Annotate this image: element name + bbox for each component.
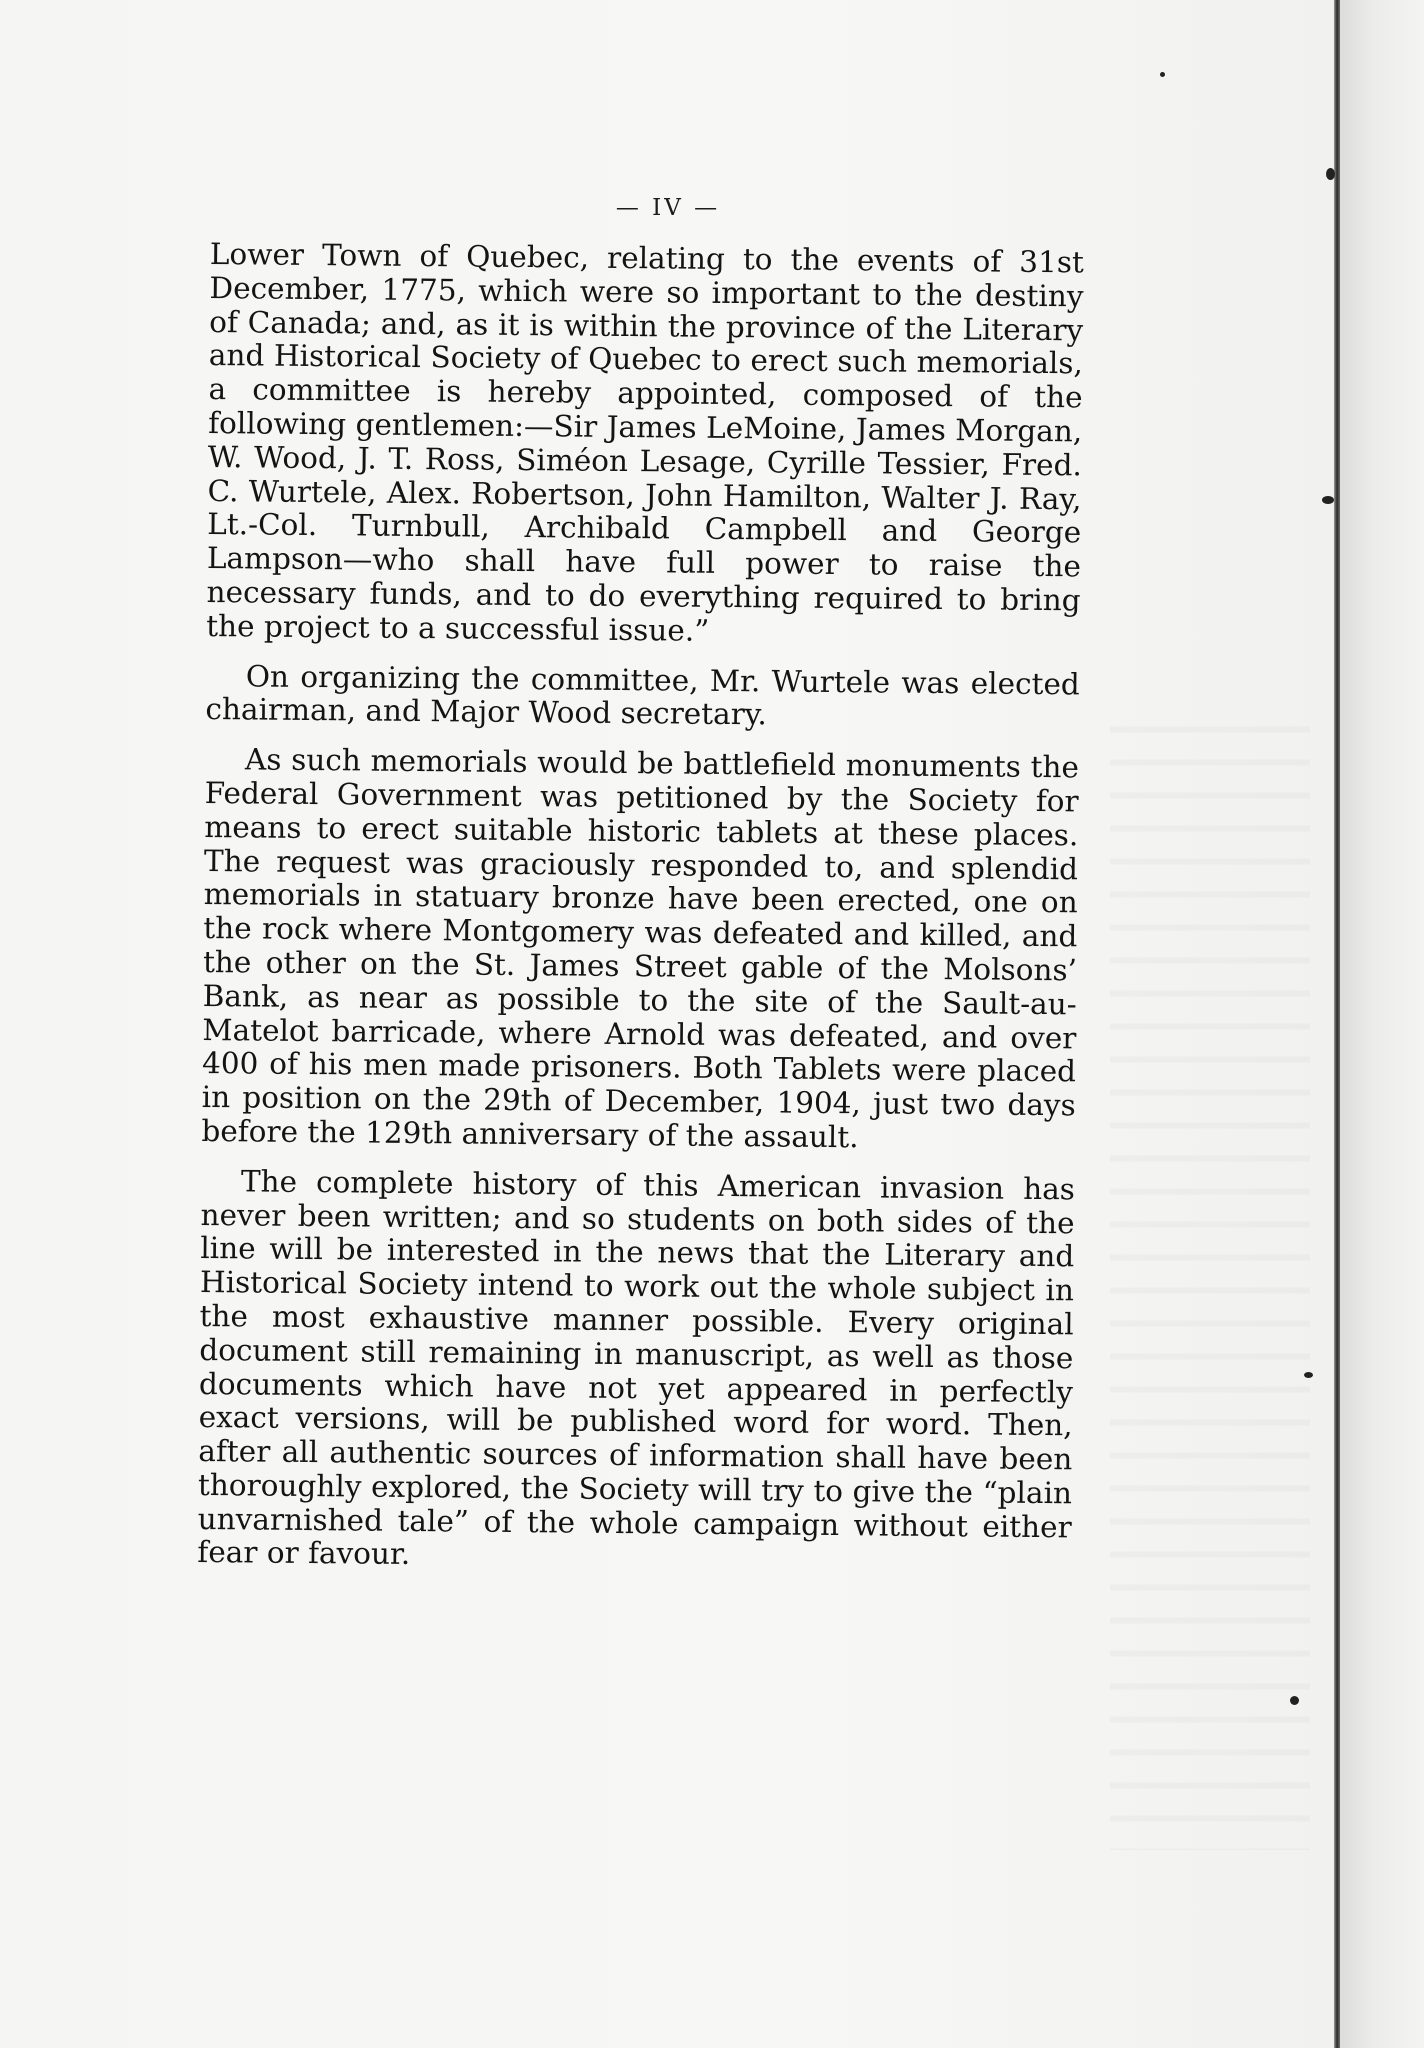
paragraph-history-project: The complete history of this American invasion has never been written; and so students on both sides of the line will be interested in the news that the Literary and Historical Society intend to work out the whole subject in the most exhaustive manner possible. Every original document still remaining in manuscript, as well as those documents which have not yet appeared in perfectly exact versions, will be published word for word. Then, after all authentic sources of information shall have been thoroughly explored, the Society will try to give the “plain unvarnished tale” of the whole campaign without either fear or favour.	[197, 1164, 1076, 1572]
paragraph-committee-officers: On organizing the committee, Mr. Wurtele was elected chairman, and Major Wood secretary.	[205, 658, 1080, 732]
next-page-strip	[1340, 0, 1424, 2048]
ink-speck	[1304, 1372, 1313, 1378]
ink-speck	[1160, 72, 1165, 77]
page-number-header: — IV —	[615, 195, 721, 221]
bleed-through-texture	[1110, 700, 1310, 1850]
ink-speck	[1326, 168, 1335, 180]
paragraph-memorial-tablets: As such memorials would be battlefield monuments the Federal Government was petitioned by the Society for means to erect suitable historic tablets at these places. The request was graciously responded to, and splendid memorials in statuary bronze have been erected, one on the rock where Montgomery was defeated and killed, and the other on the St. James Street gable of the Molsons’ Bank, as near as possible to the site of the Sault-au-Matelot barricade, where Arnold was defeated, and over 400 of his men made prisoners. Both Tablets were placed in position on the 29th of December, 1904, just two days before the 129th anniversary of the assault.	[201, 742, 1080, 1155]
paragraph-committee-resolution: Lower Town of Quebec, relating to the events of 31st December, 1775, which were so important to the destiny of Canada; and, as it is within the province of the Literary and Historical Society of Quebec to erect such memorials, a committee is hereby appointed, composed of the following gentlemen:—Sir James LeMoine, James Morgan, W. Wood, J. T. Ross, Siméon Lesage, Cyrille Tessier, Fred. C. Wurtele, Alex. Robertson, John Hamilton, Walter J. Ray, Lt.-Col. Turnbull, Archibald Campbell and George Lampson—who shall have full power to raise the necessary funds, and to do everything required to bring the project to a successful issue.”	[206, 237, 1084, 648]
body-text	[197, 238, 1084, 1579]
ink-speck	[1290, 1696, 1299, 1705]
ink-speck	[1322, 496, 1334, 504]
